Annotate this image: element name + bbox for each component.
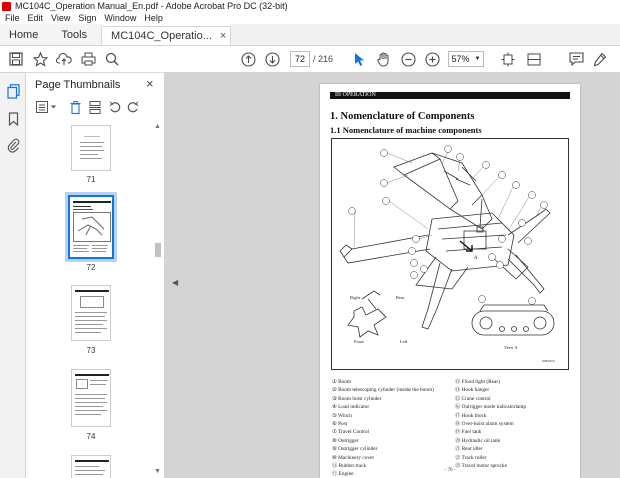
legend-item: ③ Boom hoist cylinder: [332, 395, 382, 402]
pdf-page: [320, 84, 580, 478]
menu-window[interactable]: Window: [104, 13, 137, 23]
scrollbar-thumb[interactable]: [155, 243, 161, 257]
zoom-level-select[interactable]: [448, 51, 484, 67]
page-number-input[interactable]: 72: [290, 51, 310, 67]
figure-code: 04E0253: [542, 359, 555, 363]
bookmark-star-icon[interactable]: [32, 51, 48, 67]
previous-page-icon[interactable]: [240, 51, 256, 67]
scroll-up-icon[interactable]: ▲: [154, 123, 161, 130]
tab-home-label: Home: [9, 28, 39, 41]
menu-bar: [0, 12, 620, 24]
legend-item: ④ Load indicator: [332, 404, 370, 411]
close-tab-icon[interactable]: ×: [219, 30, 227, 42]
menu-help[interactable]: Help: [144, 13, 163, 23]
cloud-upload-icon[interactable]: [56, 51, 72, 67]
next-page-icon[interactable]: [264, 51, 280, 67]
bookmarks-icon[interactable]: [5, 111, 21, 127]
legend-item: ⑲ Fuel tank: [455, 429, 482, 436]
legend-item: ㉑ Rear idler: [455, 446, 483, 453]
legend-left-column: [332, 378, 450, 478]
tab-tools-label: Tools: [61, 28, 88, 41]
page-thumbnail-73[interactable]: [71, 285, 111, 341]
crane-diagram: [331, 138, 569, 370]
legend-item: ⑦ Travel Control: [332, 429, 370, 436]
figure-label-left: Left: [400, 339, 408, 344]
acrobat-app-icon: [2, 2, 11, 11]
thumbnail-options-icon[interactable]: [36, 99, 58, 115]
page-thumbnail-75[interactable]: [71, 455, 111, 478]
menu-view[interactable]: View: [51, 13, 71, 23]
window-title: MC104C_Operation Manual_En.pdf - Adobe Acrobat Pro DC (32-bit): [15, 1, 288, 11]
legend-item: ㉓ Travel motor sprocke: [455, 463, 507, 470]
legend-item: ① Boom: [332, 379, 352, 385]
page-thumbnail-72[interactable]: [68, 195, 114, 259]
legend-item: ⑯ Outrigger mode indicatorlamp: [455, 404, 527, 411]
toolbar: [0, 46, 620, 73]
page-layout-icon[interactable]: [526, 51, 542, 67]
hand-tool-icon[interactable]: [376, 51, 392, 67]
legend-item: ㉒ Track roller: [455, 454, 487, 461]
thumbnail-label: 73: [86, 346, 96, 355]
chapter-header: III OPERATION: [330, 92, 570, 99]
page-thumbnails-panel: [26, 73, 165, 478]
page-footer-number: - 70 -: [444, 468, 456, 473]
legend-item: ⑰ Hook block: [455, 412, 487, 419]
rotate-clockwise-icon[interactable]: [126, 99, 140, 115]
thumbnail-label: 71: [86, 175, 96, 184]
tab-home[interactable]: [0, 24, 47, 45]
figure-label-right: Right: [350, 295, 361, 300]
legend-item: ⑥ Post: [332, 421, 348, 428]
legend-item: ⑭ Hook hanger: [455, 387, 490, 394]
section-heading: 1. Nomenclature of Components: [330, 111, 475, 122]
legend-item: ⑫ Engine: [332, 471, 354, 478]
tab-document[interactable]: [101, 26, 231, 45]
legend-item: ⑱ Over-hoist alarm system: [455, 421, 514, 428]
figure-label-view: View A: [504, 345, 518, 350]
zoom-out-icon[interactable]: [400, 51, 416, 67]
thumbnail-scrollbar[interactable]: [154, 123, 162, 478]
legend-item: ⑧ Outrigger: [332, 437, 359, 444]
figure-label-rear: Rear: [396, 295, 405, 300]
legend-item: ⑤ Winch: [332, 412, 352, 419]
page-total: / 216: [313, 54, 334, 64]
menu-file[interactable]: File: [5, 13, 20, 23]
comment-icon[interactable]: [568, 51, 584, 67]
save-icon[interactable]: [8, 51, 24, 67]
legend-item: ⑮ Crane control: [455, 395, 491, 402]
zoom-in-icon[interactable]: [424, 51, 440, 67]
document-view[interactable]: [165, 73, 620, 478]
collapse-panel-icon[interactable]: ◀: [172, 278, 179, 287]
delete-page-icon[interactable]: [68, 99, 82, 115]
legend-item: ② Boom telescoping cylinder (inside the boom): [332, 387, 434, 394]
navigation-rail: [0, 73, 26, 478]
page-thumbnail-74[interactable]: [71, 369, 111, 427]
legend-right-column: [455, 378, 573, 470]
search-icon[interactable]: [104, 51, 120, 67]
scroll-down-icon[interactable]: ▼: [154, 468, 161, 475]
select-cursor-icon[interactable]: [352, 51, 368, 67]
zoom-level-value: 57%: [451, 54, 470, 64]
highlight-pen-icon[interactable]: [592, 51, 608, 67]
tab-tools[interactable]: [47, 24, 101, 45]
legend-item: ⑩ Machinery cover: [332, 454, 375, 461]
panel-toolbar: [26, 97, 165, 117]
legend-item: ⑳ Hydraulic oil tank: [455, 437, 501, 444]
rotate-counterclockwise-icon[interactable]: [108, 99, 122, 115]
tab-document-label: MC104C_Operatio...: [111, 30, 212, 42]
page-thumbnail-71[interactable]: [71, 125, 111, 171]
page-fit-icon[interactable]: [500, 51, 516, 67]
tab-bar-fill: [231, 24, 620, 45]
menu-sign[interactable]: Sign: [78, 13, 97, 23]
print-icon[interactable]: [80, 51, 96, 67]
page-thumbnails-icon[interactable]: [5, 83, 21, 99]
crane-illustration: [332, 139, 568, 369]
legend-item: ⑬ Flood light (Rear): [455, 379, 500, 385]
attachments-icon[interactable]: [5, 137, 21, 153]
thumbnail-label-selected: 72: [86, 263, 96, 272]
figure-label-front: Front: [354, 339, 364, 344]
panel-title: Page Thumbnails: [35, 79, 121, 91]
figure-label-a: A: [474, 256, 478, 261]
thumbnail-label: 74: [86, 432, 96, 441]
chevron-down-icon: ▼: [474, 56, 481, 62]
insert-page-icon[interactable]: [88, 99, 102, 115]
subsection-heading: 1.1 Nomenclature of machine components: [330, 125, 482, 135]
title-bar: [0, 0, 620, 12]
close-panel-icon[interactable]: ×: [146, 76, 154, 91]
legend-item: ⑪ Rubber track: [332, 463, 367, 470]
menu-edit[interactable]: Edit: [27, 13, 44, 23]
legend-item: ⑨ Outrigger cylinder: [332, 446, 378, 453]
tab-bar: [0, 24, 620, 46]
